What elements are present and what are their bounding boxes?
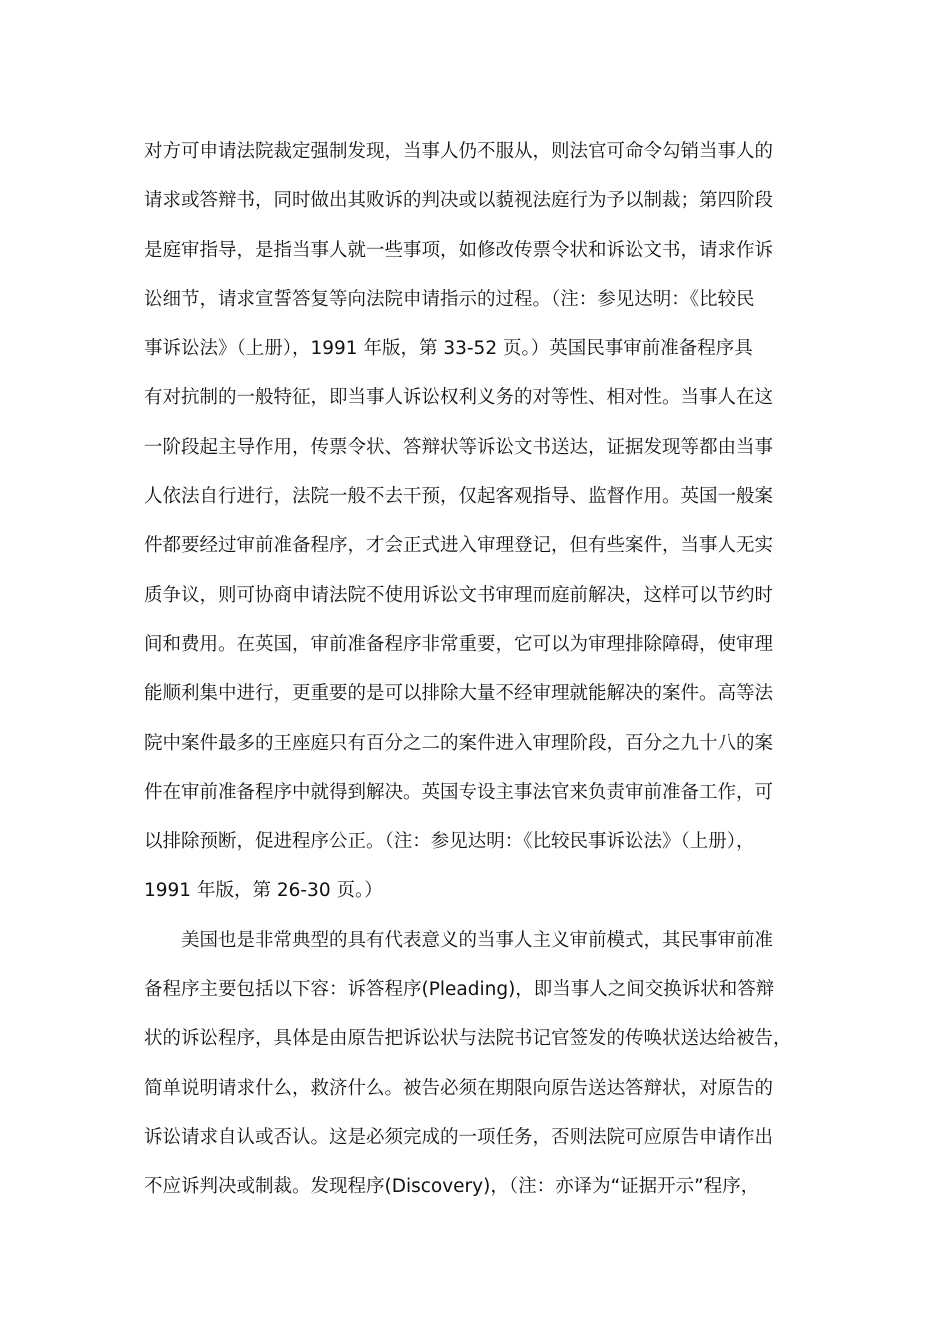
text-line: 人依法自行进行，法院一般不去干预，仅起客观指导、监督作用。英国一般案: [144, 486, 774, 508]
text-line: 件在审前准备程序中就得到解决。英国专设主事法官来负责审前准备工作，可: [144, 781, 774, 803]
text-line: 能顺利集中进行，更重要的是可以排除大量不经审理就能解决的案件。高等法: [144, 683, 774, 705]
text-line: 不应诉判决或制裁。发现程序(Discovery)，（注：亦译为“证据开示”程序，: [144, 1176, 760, 1198]
document-body-text: [144, 130, 824, 1215]
text-line: 讼细节，请求宣誓答复等向法院申请指示的过程。（注：参见达明：《比较民: [144, 288, 755, 310]
text-line: 诉讼请求自认或否认。这是必须完成的一项任务，否则法院可应原告申请作出: [144, 1126, 774, 1148]
text-line: 1991 年版，第 26-30 页。）: [144, 880, 383, 902]
text-line: 美国也是非常典型的具有代表意义的当事人主义审前模式，其民事审前准: [144, 929, 774, 951]
text-line: 以排除预断，促进程序公正。（注：参见达明：《比较民事诉讼法》（上册），: [144, 831, 755, 853]
text-line: 简单说明请求什么，救济什么。被告必须在期限向原告送达答辩状，对原告的: [144, 1077, 774, 1099]
text-line: 质争议，则可协商申请法院不使用诉讼文书审理而庭前解决，这样可以节约时: [144, 584, 774, 606]
text-line: 请求或答辩书，同时做出其败诉的判决或以藐视法庭行为予以制裁；第四阶段: [144, 190, 774, 212]
text-line: 对方可申请法院裁定强制发现，当事人仍不服从，则法官可命令勾销当事人的: [144, 141, 774, 162]
text-line: 件都要经过审前准备程序，才会正式进入审理登记，但有些案件，当事人无实: [144, 535, 774, 557]
text-line: 间和费用。在英国，审前准备程序非常重要，它可以为审理排除障碍，使审理: [144, 633, 774, 655]
text-line: 一阶段起主导作用，传票令状、答辩状等诉讼文书送达，证据发现等都由当事: [144, 436, 774, 458]
text-line: 有对抗制的一般特征，即当事人诉讼权利义务的对等性、相对性。当事人在这: [144, 387, 774, 409]
text-line: 备程序主要包括以下容：诉答程序(Pleading)，即当事人之间交换诉状和答辩: [144, 979, 775, 1001]
text-line: 事诉讼法》（上册），1991 年版，第 33-52 页。）英国民事审前准备程序具: [144, 338, 753, 360]
text-line: 状的诉讼程序，具体是由原告把诉讼状与法院书记官签发的传唤状送达给被告，: [144, 1028, 792, 1050]
text-line: 院中案件最多的王座庭只有百分之二的案件进入审理阶段，百分之九十八的案: [144, 732, 774, 754]
text-line: 是庭审指导，是指当事人就一些事项，如修改传票令状和诉讼文书，请求作诉: [144, 239, 774, 261]
